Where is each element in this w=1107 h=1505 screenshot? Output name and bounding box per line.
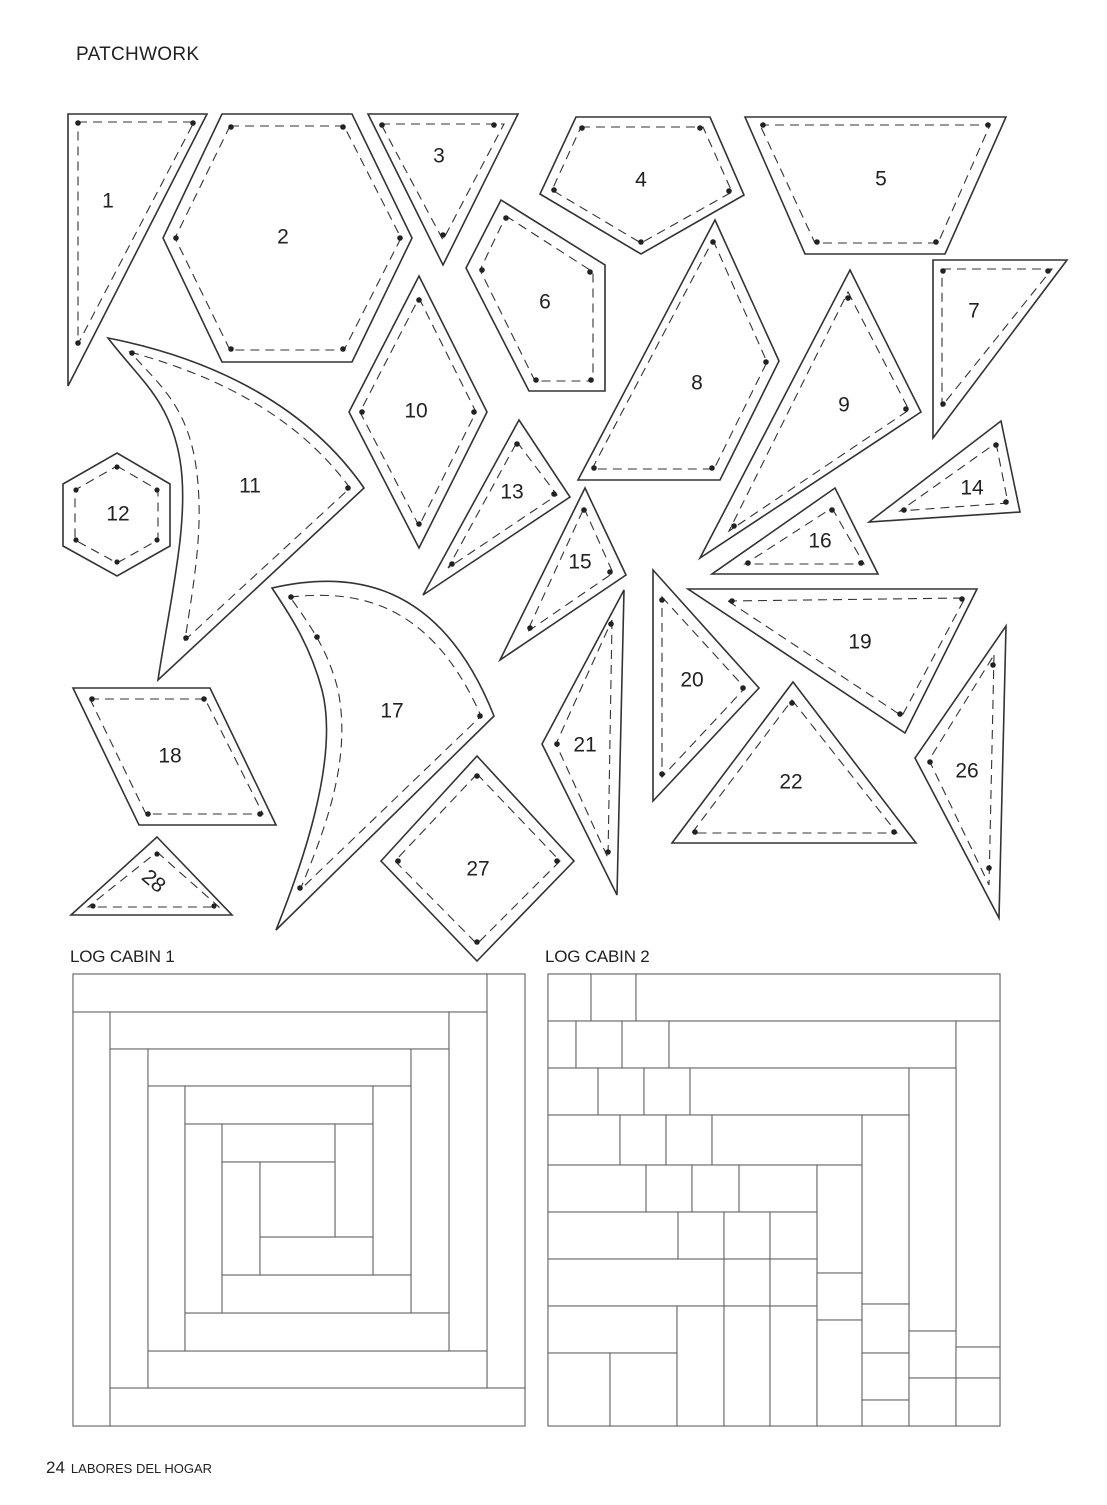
piece-number-22: 22 bbox=[779, 770, 803, 794]
piece-number-21: 7 bbox=[968, 299, 980, 323]
log-cabin-1-label: LOG CABIN 1 bbox=[70, 947, 175, 966]
piece-number-28: 28 bbox=[137, 864, 170, 898]
page-footer bbox=[46, 1458, 212, 1478]
piece-number-13: 17 bbox=[380, 699, 404, 723]
piece-number-12: 11 bbox=[239, 474, 261, 498]
page-number: 24 bbox=[46, 1458, 65, 1477]
log-cabin-2-label: LOG CABIN 2 bbox=[545, 947, 650, 966]
piece-number-26: 27 bbox=[466, 857, 490, 881]
page-title: PATCHWORK bbox=[76, 44, 200, 65]
piece-number-27: 20 bbox=[680, 668, 704, 692]
piece-number-16: 4 bbox=[635, 168, 647, 192]
piece-number-17: 26 bbox=[955, 759, 979, 783]
piece-number-1: 1 bbox=[102, 189, 114, 213]
piece-number-9: 16 bbox=[808, 529, 832, 553]
piece-number-15: 6 bbox=[539, 290, 551, 314]
piece-number-6: 5 bbox=[875, 167, 887, 191]
magazine-name: LABORES DEL HOGAR bbox=[70, 1461, 213, 1476]
piece-number-14: 12 bbox=[106, 502, 130, 526]
piece-number-4: 18 bbox=[158, 744, 182, 768]
piece-number-3: 3 bbox=[433, 144, 445, 168]
piece-number-7: 8 bbox=[691, 371, 703, 395]
piece-number-19: 9 bbox=[838, 393, 850, 417]
piece-number-2: 2 bbox=[277, 225, 289, 249]
piece-number-10: 14 bbox=[960, 476, 984, 500]
piece-number-18: 19 bbox=[848, 630, 872, 654]
piece-number-20: 21 bbox=[573, 733, 597, 757]
piece-number-11: 13 bbox=[500, 480, 524, 504]
piece-number-5: 10 bbox=[404, 399, 428, 423]
piece-number-8: 15 bbox=[568, 550, 592, 574]
